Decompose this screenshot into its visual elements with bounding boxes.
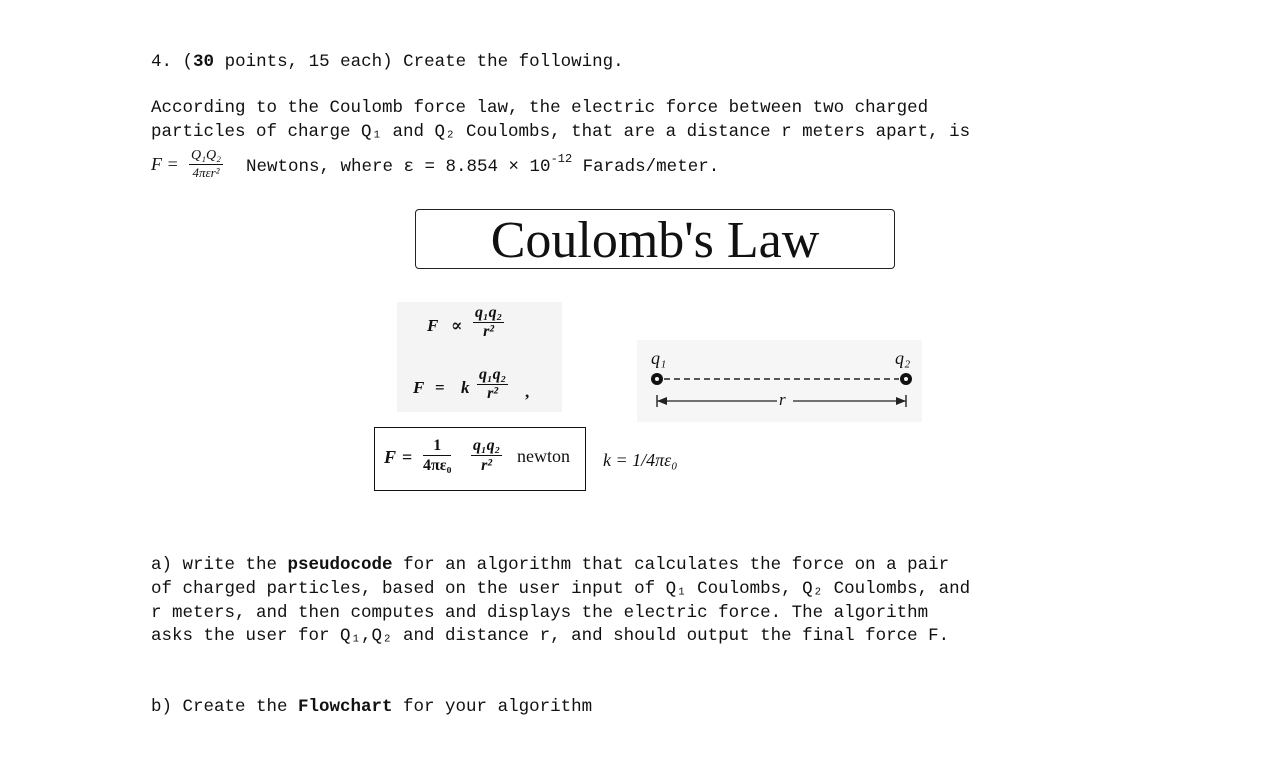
charge-2-center xyxy=(904,377,908,381)
formula-exponent: -12 xyxy=(550,152,573,166)
prop-F: F xyxy=(427,316,439,335)
formula-rest-b: Farads/meter. xyxy=(572,156,720,177)
law-numerator-1: 1 xyxy=(423,436,451,456)
law-fraction-2 xyxy=(471,436,502,475)
formula-rest xyxy=(246,154,719,177)
intro-line-2: particles of charge Q₁ and Q₂ Coulombs, that are a distance r meters apart, is xyxy=(151,122,971,142)
law-F: F xyxy=(384,447,397,467)
eq-fraction xyxy=(477,366,508,403)
coulombs-law-title-box xyxy=(415,209,895,269)
prop-numerator: q₁q₂ xyxy=(475,304,503,321)
prop-denominator: r² xyxy=(483,323,495,340)
coulombs-law-title: Coulomb's Law xyxy=(490,212,820,269)
formula-rest-a: Newtons, where ε = 8.854 × 10 xyxy=(246,156,551,177)
charge-1-center xyxy=(655,377,659,381)
charge-1-label: q₁ xyxy=(651,348,667,368)
points-open: ( xyxy=(182,52,194,72)
charge-2-label: q₂ xyxy=(895,348,911,368)
eq-numerator: q₁q₂ xyxy=(479,366,507,383)
eq-denominator: r² xyxy=(487,385,499,402)
eq-equals: = xyxy=(435,378,445,397)
part-b-line xyxy=(151,697,592,717)
formula-numerator: Q₁Q₂ xyxy=(191,148,221,163)
law-fraction-1 xyxy=(423,436,451,475)
eq-F: F xyxy=(413,378,425,397)
part-a-line-2: of charged particles, based on the user input of Q₁ Coulombs, Q₂ Coulombs, and xyxy=(151,579,971,599)
points-rest: points, 15 each) Create the following. xyxy=(214,52,624,72)
part-a-post: for an algorithm that calculates the force on a pair xyxy=(392,555,950,575)
charges-diagram xyxy=(637,340,922,422)
prop-symbol: ∝ xyxy=(451,316,463,335)
law-numerator-2: q₁q₂ xyxy=(473,437,501,454)
law-equals: = xyxy=(402,447,413,467)
part-a-line-3: r meters, and then computes and displays the electric force. The algorithm xyxy=(151,603,929,623)
law-denominator-2: r² xyxy=(481,457,493,474)
coulomb-law-box xyxy=(374,427,586,491)
question-header xyxy=(151,52,624,72)
part-a-bold: pseudocode xyxy=(287,555,393,575)
k-definition: k = 1/4πε₀ xyxy=(603,450,678,470)
part-b-post: for your algorithm xyxy=(392,697,593,717)
part-a-line-4: asks the user for Q₁,Q₂ and distance r, and should output the final force F. xyxy=(151,626,950,646)
points-value: 30 xyxy=(193,52,215,72)
distance-arrowhead-right xyxy=(896,397,906,405)
formula-fraction xyxy=(189,148,223,181)
intro-line-1: According to the Coulomb force law, the electric force between two charged xyxy=(151,98,929,118)
law-denominator-1: 4πε₀ xyxy=(423,457,452,474)
part-a-line-1 xyxy=(151,555,949,575)
prop-fraction xyxy=(473,304,504,341)
eq-comma: , xyxy=(525,382,530,401)
formula-denominator: 4πεr² xyxy=(192,165,220,180)
part-b-bold: Flowchart xyxy=(298,697,393,717)
formula-lhs: F = xyxy=(151,154,179,174)
question-number: 4. xyxy=(151,52,173,72)
distance-label: r xyxy=(779,390,786,409)
proportionality-panel xyxy=(397,302,562,412)
part-a-pre: a) write the xyxy=(151,555,288,575)
eq-k: k xyxy=(461,378,470,397)
law-unit: newton xyxy=(517,446,570,466)
part-b-pre: b) Create the xyxy=(151,697,299,717)
distance-arrowhead-left xyxy=(657,397,667,405)
